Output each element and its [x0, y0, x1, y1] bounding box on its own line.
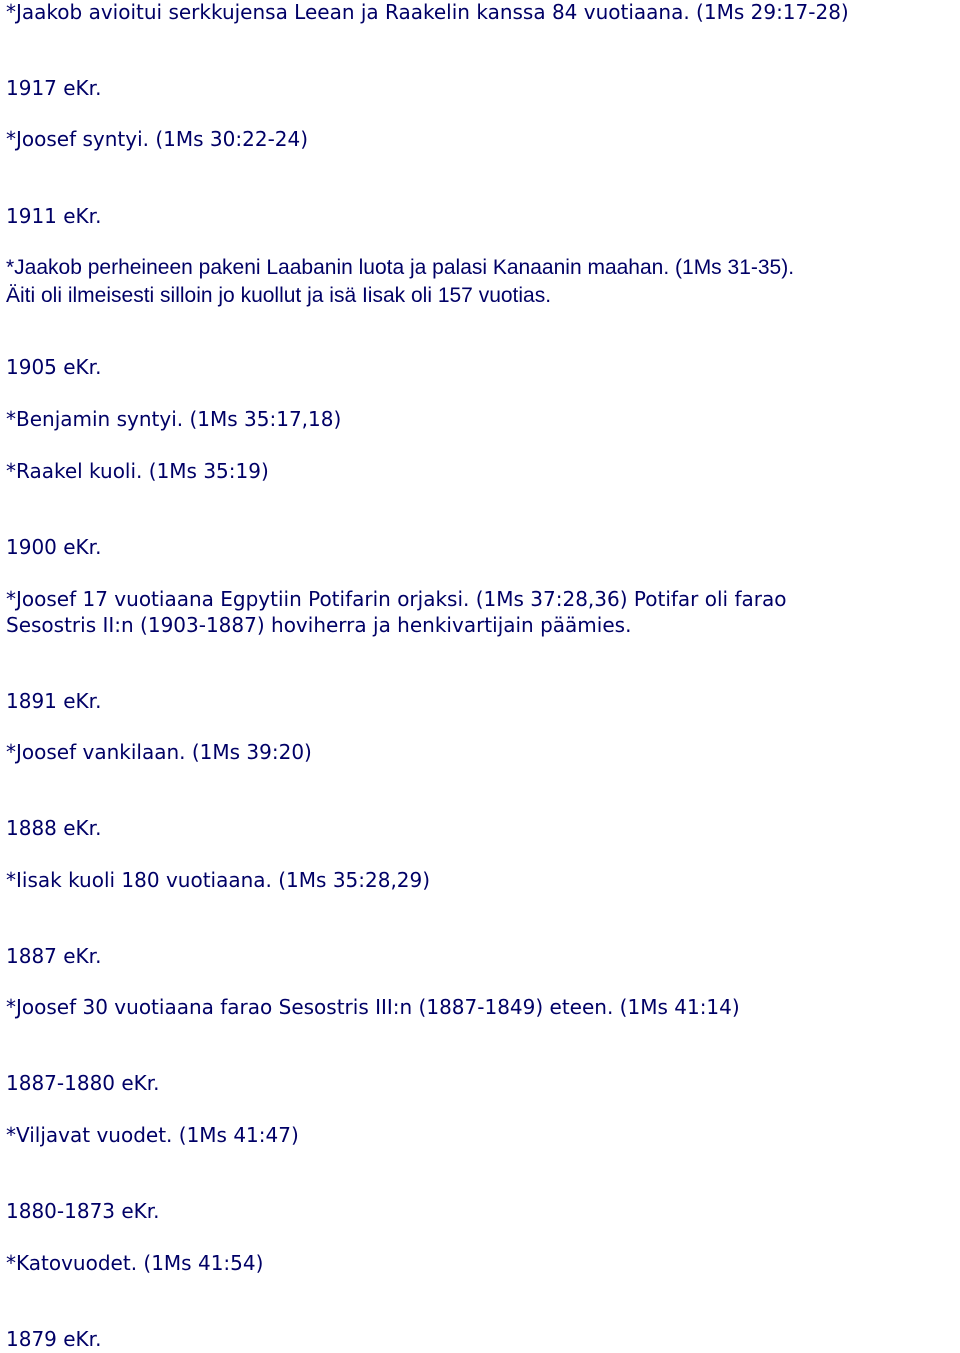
- timeline-year: 1879 eKr.: [6, 1327, 102, 1351]
- timeline-event: *Raakel kuoli. (1Ms 35:19): [6, 459, 269, 483]
- timeline-event: *Joosef vankilaan. (1Ms 39:20): [6, 740, 312, 764]
- timeline-event: *Benjamin syntyi. (1Ms 35:17,18): [6, 407, 342, 431]
- timeline-event: *Joosef 30 vuotiaana farao Sesostris III:n (1887-1849) eteen. (1Ms 41:14): [6, 995, 740, 1019]
- timeline-year: 1905 eKr.: [6, 355, 102, 379]
- timeline-year: 1917 eKr.: [6, 76, 102, 100]
- timeline-year: 1888 eKr.: [6, 816, 102, 840]
- timeline-year: 1887-1880 eKr.: [6, 1071, 160, 1095]
- timeline-year: 1911 eKr.: [6, 204, 102, 228]
- timeline-event: *Joosef syntyi. (1Ms 30:22-24): [6, 127, 309, 151]
- timeline-year: 1880-1873 eKr.: [6, 1199, 160, 1223]
- timeline-year: 1900 eKr.: [6, 535, 102, 559]
- timeline-event: *Joosef 17 vuotiaana Egpytiin Potifarin orjaksi. (1Ms 37:28,36) Potifar oli farao: [6, 587, 787, 611]
- timeline-year: 1887 eKr.: [6, 944, 102, 968]
- timeline-event-continued: Sesostris II:n (1903-1887) hoviherra ja henkivartijain päämies.: [6, 613, 632, 637]
- timeline-event: *Viljavat vuodet. (1Ms 41:47): [6, 1123, 299, 1147]
- timeline-event: *Jaakob perheineen pakeni Laabanin luota ja palasi Kanaanin maahan. (1Ms 31-35).: [6, 256, 795, 279]
- timeline-year: 1891 eKr.: [6, 689, 102, 713]
- timeline-event: *Jaakob avioitui serkkujensa Leean ja Raakelin kanssa 84 vuotiaana. (1Ms 29:17-28): [6, 0, 849, 24]
- timeline-event: *Katovuodet. (1Ms 41:54): [6, 1251, 264, 1275]
- timeline-event: *Iisak kuoli 180 vuotiaana. (1Ms 35:28,29): [6, 868, 431, 892]
- timeline-event-continued: Äiti oli ilmeisesti silloin jo kuollut ja isä Iisak oli 157 vuotias.: [6, 284, 552, 307]
